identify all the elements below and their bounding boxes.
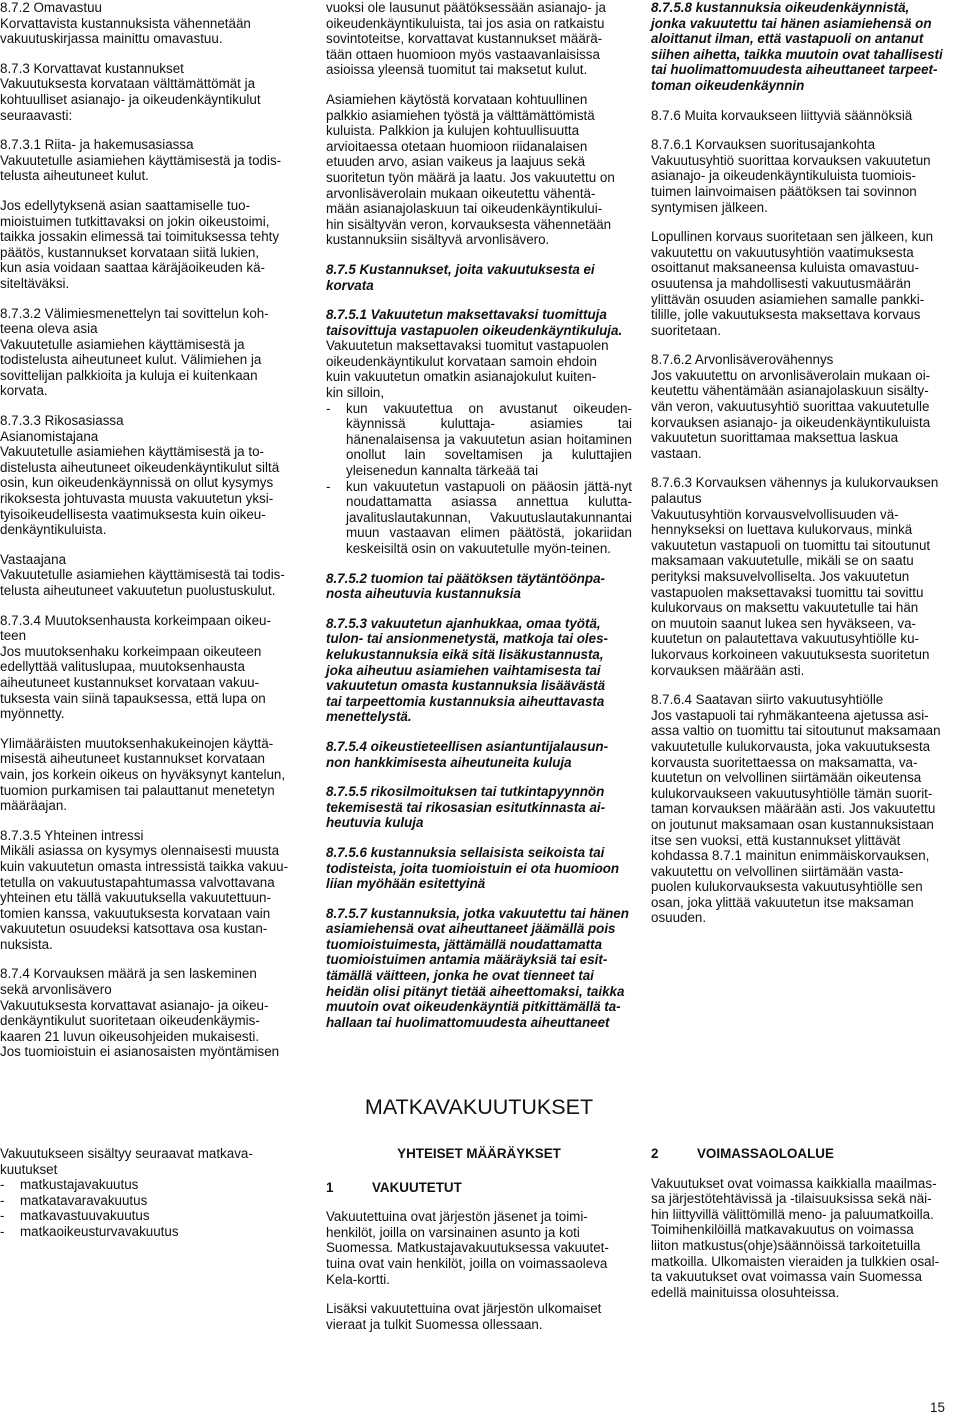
- text-line: mioistuimen tutkittavaksi on jokin oikeustoimi,: [0, 213, 270, 229]
- text-line: Jos edellytyksenä asian saattamiselle tuo-: [0, 197, 251, 213]
- text-line: vakuutetun suorittamaa maksettua laskua: [651, 430, 899, 446]
- text-line: kuluista. Palkkion ja kulujen kohtuullisuutta: [326, 123, 580, 139]
- text-line: kuin vakuutetun omasta intressistä taikka vakuu-: [0, 858, 289, 874]
- text-line: asioissa yleensä tuomitut tai maksetut kulut.: [326, 62, 588, 78]
- column-middle: [326, 0, 632, 1044]
- section-body: [651, 153, 956, 215]
- text-line: 8.7.5 Kustannukset, joita vakuutuksesta ei: [326, 261, 595, 277]
- text-line: tuomioistuimesta, jättämällä noudattamatta: [326, 936, 603, 952]
- section-heading: 8.7.6.4 Saatavan siirto vakuutusyhtiölle: [651, 692, 884, 708]
- section-korvauksen-maara: [0, 966, 307, 1060]
- text-line: nosta aiheutuvia kustannuksia: [326, 586, 521, 602]
- text-line: kun asia voidaan saattaa käräjäoikeuden kä-: [0, 260, 266, 276]
- text-line: Vakuutuksesta korvattavat asianajo- ja oikeu-: [0, 997, 269, 1013]
- section-body: [0, 998, 307, 1060]
- text-line: osin, kun oikeudenkäynnissä on ollut kysymys: [0, 475, 274, 491]
- text-line: tään ottaen huomioon myös vastaavanlaisissa: [326, 46, 600, 62]
- text-line: kulukorvaus on maksettu vakuutetulle tai hän: [651, 600, 919, 616]
- text-line: aiheutuneet kustannukset korvataan vakuu-: [0, 674, 260, 690]
- text-line: keutettu vähentämään asianajolaskuun sisälty-: [651, 383, 929, 399]
- text-line: 8.7.3.2 Välimiesmenettelyn tai sovittelun koh-: [0, 305, 269, 321]
- text-line: korvata.: [0, 383, 48, 399]
- text-line: liiton matkustus(ohje)säännöissä tarkoitetuilla: [651, 1237, 921, 1253]
- text-line: Korvattavista kustannuksista vähennetään: [0, 15, 251, 31]
- text-line: kelukustannuksia eikä sitä lisäkustannusta,: [326, 646, 604, 662]
- text-line: henkilöt, joilla on varsinainen asunto ja koti: [326, 1224, 580, 1240]
- text-line: tuomioistuimen antamia määräyksiä tai esit-: [326, 952, 608, 968]
- text-line: palkkio asiamiehen työstä ja välttämättömistä: [326, 107, 595, 123]
- text-line: siteltäväksi.: [0, 275, 70, 291]
- text-line: sa järjestötehtävissä ja -tilaisuuksissa sekä näi-: [651, 1191, 932, 1207]
- text-line: korvauksen määrään asti.: [651, 662, 805, 678]
- section-body: [0, 153, 307, 184]
- text-line: siihen aihetta, taikka muutoin ovat tahallisesti: [651, 46, 943, 62]
- list-item-text: matkatavaravakuutus: [20, 1192, 148, 1208]
- section-arvonlisavero: [651, 352, 956, 461]
- text-line: misestä aiheutuneet kustannukset korvataan: [0, 751, 266, 767]
- text-line: palautus: [651, 491, 702, 507]
- text-line: alaisensa ja vakuutetun asian hoitaminen on: [346, 431, 632, 463]
- text-line: vuoksi ole lausunut päätöksessään asianajo- ja: [326, 0, 606, 15]
- text-line: vakuutetulle kulukorvausta, joka vakuutuksesta: [651, 738, 931, 754]
- text-line: Vakuutetulle asiamiehen käyttämisestä tai todis-: [0, 567, 285, 583]
- text-line: javalituslautakunnan, Vakuutuslautakunnan: [346, 509, 618, 525]
- text-line: tulon- tai ansionmenetystä, matkoja tai oles-: [326, 631, 609, 647]
- text-line: Jos tuomioistuin ei asianosaisten myöntämisen: [0, 1044, 280, 1060]
- text-line: korvata: [326, 277, 374, 293]
- section-title-text: VOIMASSAOLOALUE: [697, 1146, 834, 1161]
- section-heading: [651, 1146, 956, 1162]
- text-line: korvausta suoritettaessa on maksamatta, va-: [651, 754, 918, 770]
- text-line: 8.7.4 Korvauksen määrä ja sen laskeminen: [0, 966, 257, 982]
- text-line: sovintoteitse, korvattavat kustannukset määrä-: [326, 31, 603, 47]
- text-line: kin silloin,: [326, 385, 385, 401]
- text-line: non hankkimisesta aiheutuneita kuluja: [326, 754, 572, 770]
- paragraph: [326, 0, 632, 78]
- text-line: suoritetaan.: [651, 322, 721, 338]
- text-line: arvonlisäverolain mukaan oikeutettu vähentä-: [326, 185, 596, 201]
- text-line: tuina ovat vain henkilöt, joilla on voimassaoleva: [326, 1255, 608, 1271]
- list-item: [0, 1177, 307, 1193]
- text-line: käynnissä kuluttaja- asiamies tai hänen: [346, 416, 632, 447]
- text-line: osuutensa ja mahdollisesti vakuutusmäärän: [651, 275, 911, 291]
- text-line: teen: [0, 628, 27, 644]
- text-line: Vakuutusyhtiön korvausvelvollisuuden vä-: [651, 506, 899, 522]
- list-item-text: [346, 479, 632, 557]
- text-line: tuomion purkamisen tai palauttanut menetetyn: [0, 782, 275, 798]
- section-heading: [651, 0, 956, 94]
- section-heading: [326, 616, 632, 725]
- section-number: 1: [326, 1179, 334, 1195]
- paragraph: [0, 736, 307, 814]
- text-line: Vakuutusyhtiö suorittaa korvauksen vakuutetun: [651, 152, 931, 168]
- list-dash: -: [0, 1177, 5, 1193]
- paragraph: [326, 1301, 632, 1332]
- text-line: 8.7.5.1 Vakuutetun maksettavaksi tuomittuja tai: [326, 307, 607, 338]
- section-heading: 8.7.3.1 Riita- ja hakemusasiassa: [0, 137, 194, 153]
- text-line: kaaren 21 luvun oikeusohjeiden mukaisesti.: [0, 1028, 260, 1044]
- text-line: kohdassa 8.7.1 mainitun enimmäiskorvauksen,: [651, 848, 930, 864]
- text-line: tetulla on vakuutustapahtumassa valvottavana: [0, 874, 275, 890]
- text-line: suoritetun työn määrä ja laatu. Jos vakuutettu on: [326, 169, 615, 185]
- text-line: vain, jos korkein oikeus on hyväksynyt kantelun,: [0, 766, 286, 782]
- text-line: 8.7.5.3 vakuutetun ajanhukkaa, omaa työtä,: [326, 615, 601, 631]
- section-heading: 8.7.3 Korvattavat kustannukset: [0, 60, 184, 76]
- list-item-text: [346, 401, 632, 479]
- text-line: sovittuja vastapuolen oikeudenkäyntikuluja.: [341, 322, 623, 338]
- text-line: Asiamiehen käytöstä korvataan kohtuullinen: [326, 91, 588, 107]
- text-line: todistelusta aiheutuneet kulut. Välimiehen ja: [0, 352, 262, 368]
- text-line: vakuutuskirjassa mainittu omavastuu.: [0, 31, 223, 47]
- text-line: Asianomistajana: [0, 428, 99, 444]
- text-line: Vakuutuksesta korvataan välttämättömät ja: [0, 76, 256, 92]
- list-item: [0, 1193, 307, 1209]
- section-title: YHTEISET MÄÄRÄYKSET: [397, 1146, 561, 1161]
- text-line: korvauksen asianajo- ja oikeudenkäyntikuluista: [651, 414, 931, 430]
- section-yhteinen-intressi: [0, 828, 307, 953]
- section-body: [326, 338, 632, 400]
- section-heading: [326, 784, 632, 831]
- list-dash: -: [326, 478, 331, 494]
- section-heading: [326, 307, 632, 338]
- text-line: Mikäli asiassa on kysymys olennaisesti muusta: [0, 843, 280, 859]
- text-line: Toimihenkilöillä matkavakuutus on voimassa: [651, 1222, 914, 1238]
- text-line: 8.7.3.3 Rikosasiassa: [0, 413, 124, 429]
- text-line: edellyttää valituslupaa, muutoksenhausta: [0, 659, 245, 675]
- text-line: vastapuolen maksettavaksi tuomittu tai sovittu: [651, 584, 924, 600]
- text-line: kun vakuutettua on avustanut oikeuden-: [346, 400, 632, 416]
- section-heading: 8.7.2 Omavastuu: [0, 0, 102, 15]
- list-dash: -: [0, 1208, 5, 1224]
- section-heading: 8.7.6.2 Arvonlisäverovähennys: [651, 352, 834, 368]
- section-title-text: VAKUUTETUT: [372, 1179, 462, 1195]
- text-line: Suomessa. Matkustajavakuutuksessa vakuutet-: [326, 1240, 609, 1256]
- section-heading: [0, 306, 307, 337]
- text-line: Jos vakuutettu on arvonlisäverolain mukaan oi-: [651, 367, 931, 383]
- section-muutoksenhaku: [0, 613, 307, 722]
- list-item-text: matkustajavakuutus: [20, 1177, 139, 1193]
- list-dash: -: [0, 1192, 5, 1208]
- section-body: [0, 644, 307, 722]
- section-rikosasia: [0, 413, 307, 538]
- section-heading: [0, 613, 307, 644]
- text-line: kulukorvaukseen vakuutusyhtiölle tämän suorit-: [651, 785, 933, 801]
- paragraph: [326, 1209, 632, 1287]
- text-line: kohtuulliset asianajo- ja oikeudenkäyntikulut: [0, 91, 261, 107]
- section-body: [651, 368, 956, 462]
- text-line: todisteista, joita tuomioistuin ei ota huomioon: [326, 860, 620, 876]
- text-line: sekä arvonlisävero: [0, 982, 112, 998]
- text-line: edellä mainituissa olosuhteissa.: [651, 1284, 840, 1300]
- column-left: [0, 0, 307, 1074]
- text-line: vakuutettu on velvollinen siirtämään vasta-: [651, 863, 904, 879]
- list-item-text: matkaoikeusturvavakuutus: [20, 1223, 179, 1239]
- section-heading: [0, 966, 307, 997]
- text-line: taman korvauksen määrään asti. Jos vakuutettu: [651, 801, 936, 817]
- text-line: itse sen vuoksi, että kustannukset ylittävät: [651, 832, 901, 848]
- section-saatavan-siirto: [651, 692, 956, 926]
- text-line: 8.7.5.4 oikeustieteellisen asiantuntijalausun-: [326, 738, 609, 754]
- section-body: [0, 843, 307, 952]
- text-line: tomien kanssa, vakuutuksesta korvataan vain: [0, 905, 271, 921]
- section-body: [0, 76, 307, 123]
- text-line: osuuden.: [651, 910, 707, 926]
- text-line: telusta aiheutuneet kulut.: [0, 168, 149, 184]
- text-line: Vakuutukseen sisältyy seuraavat matkava-: [0, 1146, 253, 1161]
- text-line: yhteinen etu tällä vakuutuksella vakuutettuun-: [0, 890, 271, 906]
- section-suoritusajankohta: [651, 137, 956, 215]
- text-line: on joutunut maksamaan osan kustannuksistaan: [651, 816, 934, 832]
- text-line: denkäyntikulut suoritetaan oikeudenkäymis-: [0, 1013, 260, 1029]
- validity-area-section: [651, 1146, 956, 1314]
- text-line: vakuutetun osuudeksi katsottava osa kustan-: [0, 921, 268, 937]
- text-line: Lisäksi vakuutettuina ovat järjestön ulkomaiset: [326, 1301, 602, 1317]
- text-line: kuutetun on palautettava vakuutusyhtiölle ku-: [651, 631, 919, 647]
- text-line: tuksesta vain siinä tapauksessa, että lupa on: [0, 690, 266, 706]
- text-line: 8.7.5.7 kustannuksia, jotka vakuutettu tai hänen: [326, 905, 629, 921]
- text-line: Vakuutukset ovat voimassa kaikkialla maailmas-: [651, 1175, 937, 1191]
- text-line: teinen.: [570, 541, 611, 556]
- section-vastapuolen-kulut: [326, 307, 632, 557]
- text-line: etuuden arvo, asian vaikeus ja laajuus sekä: [326, 154, 586, 170]
- text-line: edun kannalta tärkeää tai: [387, 463, 539, 479]
- text-line: nuksista.: [0, 936, 53, 952]
- text-line: heutuvia kuluja: [326, 815, 424, 831]
- section-body: [0, 567, 307, 598]
- text-line: arvioitaessa otetaan huomioon riidanalaisen: [326, 138, 588, 154]
- section-korvattavat-kustannukset: [0, 61, 307, 123]
- text-line: vieraat ja tulkit Suomessa ollessaan.: [326, 1316, 543, 1332]
- section-omavastuu: [0, 0, 307, 47]
- text-line: ta vakuutukset ovat voimassa vain Suomessa: [651, 1269, 922, 1285]
- text-line: seuraavasti:: [0, 107, 73, 123]
- text-line: kuutukset: [0, 1161, 58, 1177]
- text-line: 8.7.5.8 kustannuksia oikeudenkäynnistä,: [651, 0, 910, 15]
- text-line: 8.7.5.2 tuomion tai päätöksen täytäntöönpa-: [326, 570, 606, 586]
- text-line: maksamaan vakuutetulle, mikäli se on saatu: [651, 553, 914, 569]
- text-line: osan, joka ylittää vakuutetun itse maksaman: [651, 894, 914, 910]
- text-line: muutoin ovat oikeudenkäyntiä pitkittämällä ta-: [326, 999, 621, 1015]
- text-line: nyt noudattamatta asiassa annettua kulutta-: [346, 478, 632, 510]
- text-line: Vakuutetulle asiamiehen käyttämisestä ja: [0, 336, 245, 352]
- text-line: tai tarpeettomia kustannuksia aiheuttavasta: [326, 693, 605, 709]
- section-riita-asia: [0, 137, 307, 184]
- paragraph: [651, 229, 956, 338]
- text-line: distelusta aiheutuneet oikeudenkäyntikulut siltä: [0, 459, 280, 475]
- text-line: oikeudenkäyntikulut korvataan samoin ehdoin: [326, 353, 597, 369]
- text-line: tämällä väitteen, jonka he ovat tienneet tai: [326, 968, 594, 984]
- list-item-text: matkavastuuvakuutus: [20, 1208, 150, 1224]
- text-line: sovittelijan palkkioita ja kuluja ei kuitenkaan: [0, 367, 258, 383]
- section-body: [0, 444, 307, 538]
- text-line: kuin vakuutetun omatkin asianajokulut kuiten-: [326, 369, 597, 385]
- section-heading: [326, 571, 632, 602]
- text-line: liian myöhään esitettyinä: [326, 876, 486, 892]
- text-line: puolen kulukorvauksesta vakuutusyhtiölle sen: [651, 879, 923, 895]
- text-line: vakuutetun vastapuoli on tuomittu tai sitoutunut: [651, 537, 931, 553]
- list-item: [0, 1208, 307, 1224]
- text-line: asianajo- ja oikeudenkäyntikuluista tuomiois-: [651, 168, 916, 184]
- paragraph: [0, 198, 307, 292]
- text-line: ylittävän osuuden asiamiehen samalle pankki-: [651, 291, 925, 307]
- paragraph: [326, 92, 632, 248]
- text-line: on muutoin saanut lukea sen hyväkseen, va-: [651, 615, 917, 631]
- text-line: osoittanut maksaneensa kuluista omavastuu-: [651, 260, 919, 276]
- text-line: määräajan.: [0, 798, 67, 814]
- section-heading: Vastaajana: [0, 551, 67, 567]
- text-line: syntymisen jälkeen.: [651, 199, 768, 215]
- text-line: riidan keskeisiltä osin on vakuutetulle myön-: [346, 525, 632, 556]
- section-body: [0, 16, 307, 47]
- text-line: kun vakuutetun vastapuoli on pääosin jättä-: [346, 478, 615, 494]
- section-heading: [326, 1180, 632, 1196]
- text-line: jonka vakuutettu tai hänen asiamiehensä on: [651, 15, 932, 31]
- section-heading: [326, 262, 632, 293]
- text-line: Kela-kortti.: [326, 1271, 390, 1287]
- text-line: denkäyntikuluista.: [0, 522, 107, 538]
- text-line: Vakuutetun maksettavaksi tuomitut vastapuolen: [326, 338, 609, 354]
- text-line: Ylimääräisten muutoksenhakukeinojen käyttä-: [0, 735, 274, 751]
- paragraph: [651, 1176, 956, 1301]
- section-heading: 8.7.6.1 Korvauksen suoritusajankohta: [651, 137, 876, 153]
- text-line: matkoilla. Ulkomaisten vieraiden ja tulkkien osal-: [651, 1253, 940, 1269]
- text-line: vakuutettu on vakuutusyhtiön vaatimuksesta: [651, 244, 914, 260]
- text-line: Jos muutoksenhaku korkeimpaan oikeuteen: [0, 643, 262, 659]
- section-heading: [326, 739, 632, 770]
- text-line: Jos vastapuoli tai ryhmäkanteena ajetussa asi-: [651, 707, 929, 723]
- section-vastaajana: [0, 552, 307, 599]
- text-line: perityksi maksuvelvolliselta. Jos vakuutetun: [651, 569, 910, 584]
- insurance-list: [0, 1177, 307, 1239]
- text-line: assa valtio on tuomittu tai sitoutunut maksamaan: [651, 723, 941, 739]
- text-line: Lopullinen korvaus suoritetaan sen jälkeen, kun: [651, 229, 934, 245]
- section-heading: [326, 906, 632, 1031]
- list-item: [0, 1224, 307, 1240]
- insurance-list-section: [0, 1146, 307, 1240]
- text-line: 8.7.3.4 Muutoksenhausta korkeimpaan oikeu-: [0, 612, 271, 628]
- list-item: [326, 479, 632, 557]
- text-line: tekemisestä tai rikosasian esitutkinnasta ai-: [326, 799, 606, 815]
- list-dash: -: [0, 1223, 5, 1239]
- document-title: MATKAVAKUUTUKSET: [364, 1095, 594, 1119]
- text-line: kuutetun on velvollinen siirtämään oikeutensa: [651, 770, 922, 786]
- common-terms-section: [326, 1146, 632, 1346]
- text-line: hin liittyvillä välittömillä meno- ja paluumatkoilla.: [651, 1206, 934, 1222]
- text-line: oikeudenkäyntikuluista, tai jos asia on ratkaistu: [326, 15, 605, 31]
- text-line: Vakuutetulle asiamiehen käyttämisestä ja to-: [0, 444, 264, 460]
- text-line: asiamiehensä ovat aiheuttaneet jäämällä pois: [326, 921, 616, 937]
- text-line: vän veron, vakuutusyhtiö suorittaa vakuutetulle: [651, 399, 930, 415]
- text-line: tuimen lainvoimaisen päätöksen tai sovinnon: [651, 183, 917, 199]
- text-line: hennykseksi on luettava kulukorvaus, minkä: [651, 522, 913, 538]
- text-line: teena oleva asia: [0, 321, 98, 337]
- section-body: [651, 708, 956, 926]
- text-line: Vakuutettuina ovat järjestön jäsenet ja toimi-: [326, 1209, 588, 1225]
- text-line: vastaan.: [651, 445, 702, 461]
- text-line: 8.7.6.3 Korvauksen vähennys ja kulukorvauksen: [651, 475, 939, 491]
- text-line: aloittanut ilman, että vastapuoli on antanut: [651, 31, 924, 47]
- text-line: Vakuutetulle asiamiehen käyttämisestä ja todis-: [0, 152, 282, 168]
- section-heading: 8.7.3.5 Yhteinen intressi: [0, 827, 144, 843]
- text-line: mään asianajolaskuun tai oikeudenkäyntikului-: [326, 201, 603, 217]
- text-line: taikka jossakin elimessä tai toimituksessa tehty: [0, 229, 280, 245]
- text-line: päätös, kustannukset korvataan siitä lukien,: [0, 244, 260, 260]
- text-line: telusta aiheutuneet vakuutetun puolustuskulut.: [0, 583, 276, 598]
- section-heading: 8.7.6 Muita korvaukseen liittyviä säännöksiä: [651, 107, 913, 123]
- text-line: tai huolimattomuudesta aiheuttaneet tarpeet-: [651, 62, 938, 78]
- list-intro: [0, 1146, 307, 1177]
- section-valimiesmenettely: [0, 306, 307, 400]
- section-heading: [651, 475, 956, 506]
- column-right: [651, 0, 956, 940]
- text-line: tai muun vastaavan elimen päätöstä, joka: [346, 509, 632, 541]
- text-line: tyisoikeudellisesta vaatimuksesta kuin oikeu-: [0, 506, 266, 522]
- text-line: heidän olisi pitänyt tietää aiheettomaksi, taikka: [326, 983, 625, 999]
- list-item: [326, 401, 632, 479]
- text-line: kustannuksiin sisältyvä arvonlisävero.: [326, 232, 550, 248]
- section-body: [0, 337, 307, 399]
- text-line: menettelystä.: [326, 709, 412, 725]
- text-line: 8.7.5.5 rikosilmoituksen tai tutkintapyynnön: [326, 784, 605, 800]
- page-number: 15: [930, 1400, 945, 1415]
- text-line: ollut lain soveltamisen ja kuluttajien yleisen: [346, 447, 632, 479]
- text-line: hin sisältyvän veron, korvauksesta vähennetään: [326, 216, 612, 232]
- text-line: lukorvaus korkoineen vakuutuksesta suoritetun: [651, 646, 930, 662]
- section-korvauksen-vahennys: [651, 475, 956, 678]
- section-number: 2: [651, 1146, 659, 1161]
- text-line: tilille, jolle vakuutuksesta maksettava korvaus: [651, 307, 921, 323]
- list-dash: -: [326, 400, 331, 416]
- text-line: myönnetty.: [0, 706, 65, 722]
- text-line: rikoksesta johtuvasta muusta vakuutetun yksi-: [0, 491, 274, 507]
- text-line: toman oikeudenkäynnin: [651, 77, 805, 93]
- text-line: vakuutetun omasta kustannuksia lisäävästä: [326, 678, 606, 694]
- text-line: 8.7.5.6 kustannuksia sellaisista seikoista tai: [326, 844, 605, 860]
- section-heading: [326, 845, 632, 892]
- text-line: hallaan tai huolimattomuudesta aiheuttaneet: [326, 1014, 610, 1030]
- text-line: joka aiheutuu asiamiehen vaihtamisesta tai: [326, 662, 601, 678]
- section-heading: [0, 413, 307, 444]
- section-body: [651, 507, 956, 679]
